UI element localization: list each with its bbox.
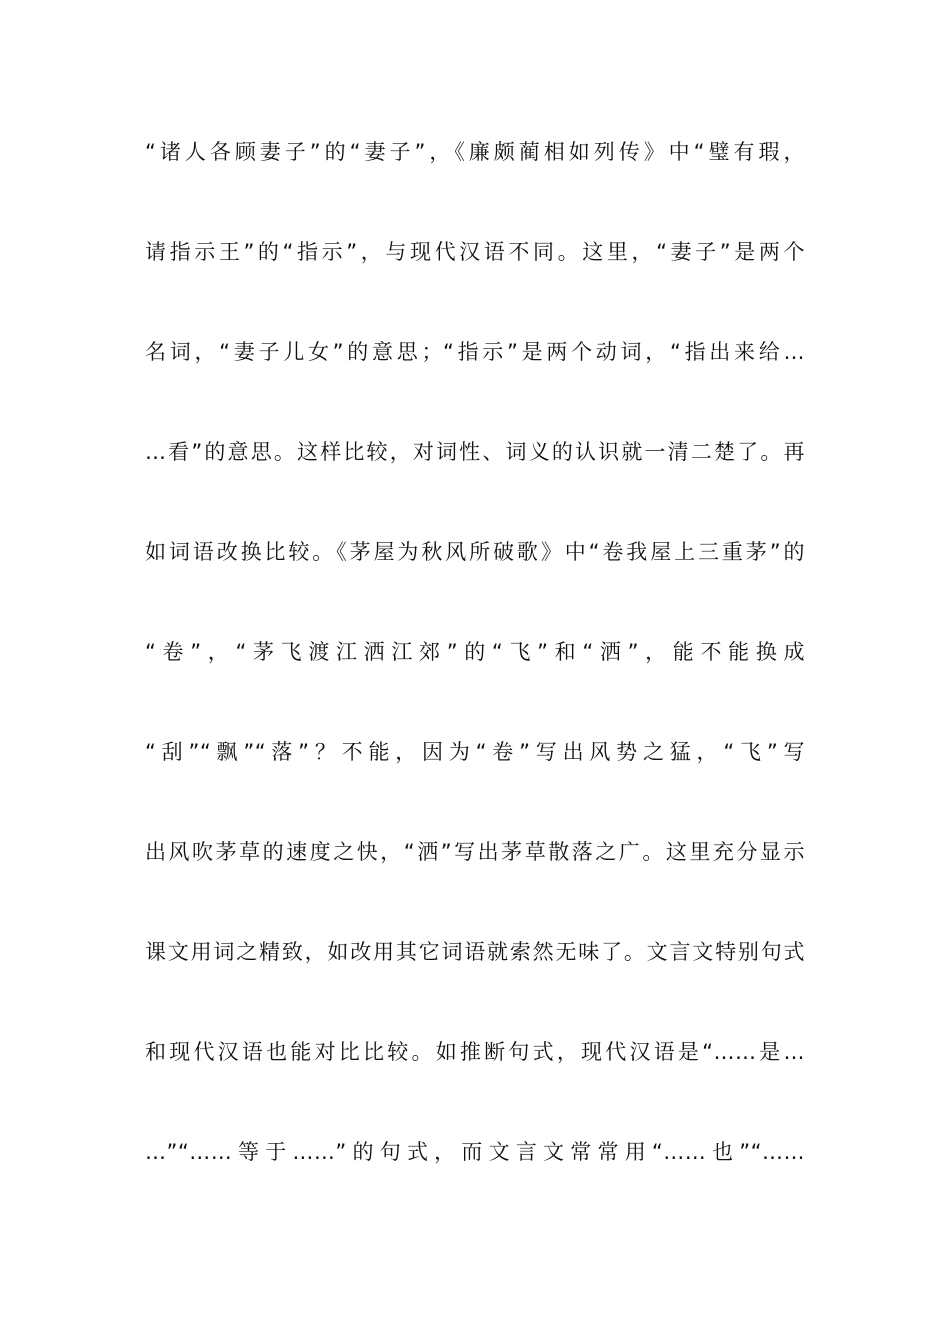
text-line-5: 如词语改换比较。《茅屋为秋风所破歌》中“卷我屋上三重茅”的 (145, 540, 805, 564)
text-line-1: “诸人各顾妻子”的“妻子”，《廉颇蔺相如列传》中“璧有瑕， (145, 140, 805, 164)
text-line-11: …”“……等于……”的句式，而文言文常常用“……也”“…… (145, 1140, 805, 1164)
text-line-6: “卷”，“茅飞渡江洒江郊”的“飞”和“洒”，能不能换成 (145, 640, 805, 664)
text-line-3: 名词，“妻子儿女”的意思；“指示”是两个动词，“指出来给… (145, 340, 805, 364)
text-line-10: 和现代汉语也能对比比较。如推断句式，现代汉语是“……是… (145, 1040, 805, 1064)
text-line-2: 请指示王”的“指示”，与现代汉语不同。这里，“妻子”是两个 (145, 240, 805, 264)
text-line-4: …看”的意思。这样比较，对词性、词义的认识就一清二楚了。再 (145, 440, 805, 464)
text-line-9: 课文用词之精致，如改用其它词语就索然无味了。文言文特别句式 (145, 940, 805, 964)
text-line-8: 出风吹茅草的速度之快，“洒”写出茅草散落之广。这里充分显示 (145, 840, 805, 864)
body-text (145, 128, 805, 1228)
text-line-7: “刮”“飘”“落”？不能，因为“卷”写出风势之猛，“飞”写 (145, 740, 805, 764)
